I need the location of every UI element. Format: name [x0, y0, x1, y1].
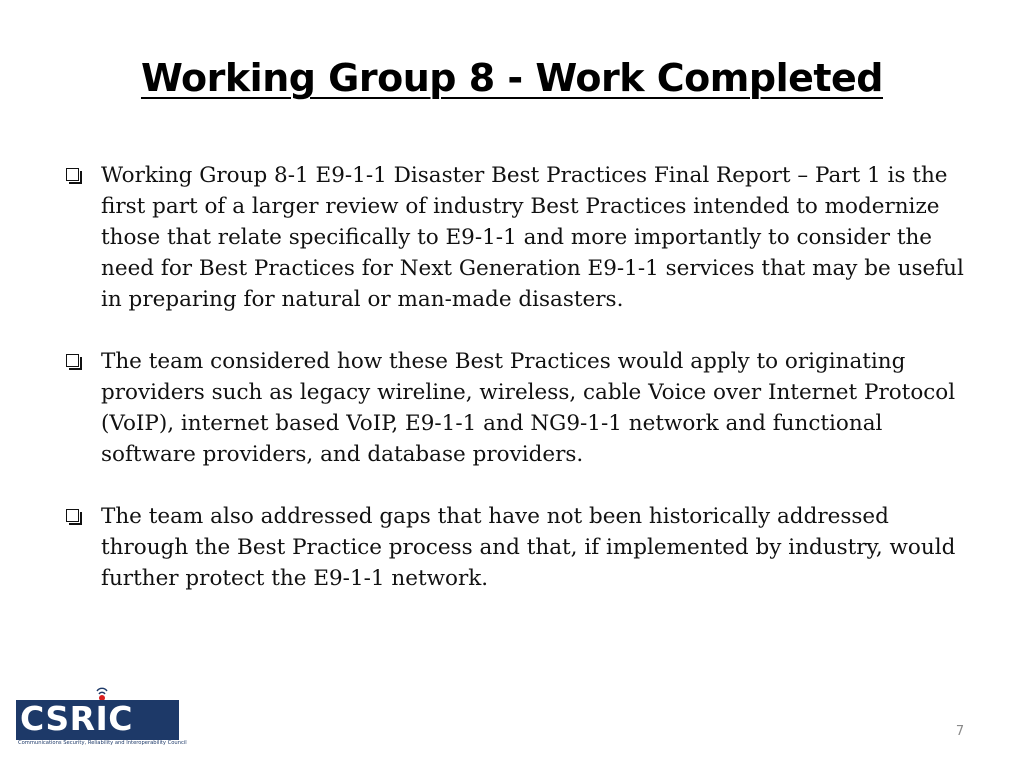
page-number: 7 [955, 724, 965, 739]
bullet-list [64, 160, 964, 625]
checkbox-square-icon [66, 509, 79, 522]
checkbox-square-icon [66, 168, 79, 181]
checkbox-square-icon [66, 354, 79, 367]
bullet-text: The team considered how these Best Practices would apply to originating providers such as legacy wireline, wireless, cable Voice over Internet Protocol (VoIP), internet based VoIP, E9-1-1 and NG9-1-1 network and functional software providers, and database providers. [101, 349, 956, 467]
logo-subtitle: Communications Security, Reliability and Interoperability Council [18, 740, 187, 746]
bullet-item [64, 501, 964, 594]
bullet-item [64, 346, 964, 470]
bullet-text: The team also addressed gaps that have not been historically addressed through the Best Practice process and that, if implemented by industry, would further protect the E9-1-1 network. [101, 504, 956, 591]
bullet-item [64, 160, 964, 315]
bullet-text: Working Group 8-1 E9-1-1 Disaster Best Practices Final Report – Part 1 is the first part of a larger review of industry Best Practices intended to modernize those that relate specifically to E9-1-1 and more importantly to consider the need for Best Practices for Next Generation E9-1-1 services that may be useful in preparing for natural or man-made disasters. [101, 163, 964, 312]
csric-logo [16, 684, 187, 776]
logo-text: CSRIC III [20, 699, 134, 776]
slide-title: Working Group 8 - Work Completed [140, 56, 883, 100]
